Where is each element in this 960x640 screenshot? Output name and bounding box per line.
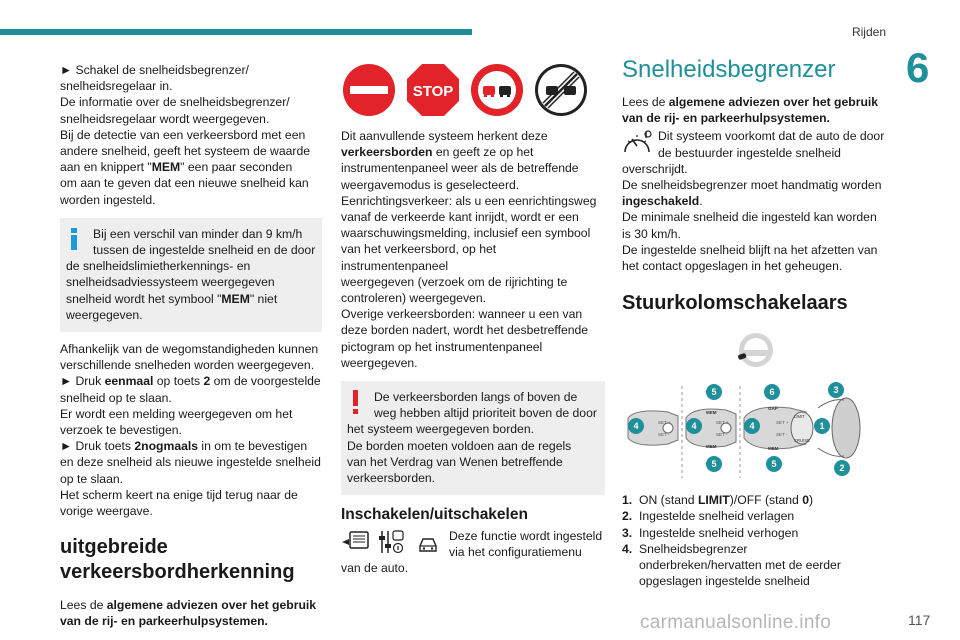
subsection-heading: Inschakelen/uitschakelen [341,506,528,524]
list-item: 3. Ingestelde snelheid verhogen [622,525,799,540]
svg-text:LIMIT: LIMIT [794,414,805,420]
warning-icon [352,390,360,416]
callout-legend [622,492,888,589]
paragraph: Dit aanvullende systeem herkent deze verkeersborden en geeft ze op het instrumentenpaneel weer als de betreffende weergavemodus is geselecteerd. Eenrichtingsverkeer: als u een eenrichtingsweg vanaf de verkeerde kant inrijdt, wordt er een waarschuwingsmelding, inclusief een symbool van het verkeersbord, op het instrumentenpaneel weergegeven (verzoek om de rijrichting te controleren) weergegeven. Overige verkeersborden: wanneer u een van deze borden nadert, wordt het desbetreffende pictogram op het instrumentenpaneel weergegeven. [341,129,597,370]
column-1 [60,62,322,630]
svg-text:4: 4 [691,421,697,432]
list-item: 2. Ingestelde snelheid verlagen [622,509,795,524]
speed-limiter-icon [622,130,654,160]
svg-text:3: 3 [833,385,839,396]
svg-text:MEM: MEM [706,444,717,450]
svg-text:5: 5 [711,459,717,470]
end-no-overtaking-sign-icon [533,62,589,118]
section-title: Snelheidsbegrenzer [622,56,836,83]
stop-sign-icon [405,62,461,118]
svg-text:CRUISE: CRUISE [794,438,810,444]
list-item: 1. ON (stand LIMIT)/OFF (stand 0) [622,493,814,508]
paragraph: Lees de algemene adviezen over het gebruik van de rij- en parkeerhulpsystemen. [60,598,317,629]
svg-text:GAP: GAP [768,406,778,412]
svg-text:4: 4 [749,421,755,432]
no-overtaking-sign-icon [469,62,525,118]
paragraph: Lees de algemene adviezen over het gebruik van de rij- en parkeerhulpsystemen. [622,95,879,126]
paragraph: Afhankelijk van de wegomstandigheden kunnen verschillende snelheden worden weergegeven. ► Druk eenmaal op toets 2 om de voorgestelde snelheid op te slaan. Er wordt een melding weergegeven om het verzoek te bevestigen. ► Druk toets 2nogmaals in om te bevestigen en deze snelheid als nieuwe ingestelde snelheid op te slaan. Het scherm keert na enige tijd terug naar de vorige weergave. [60,342,321,519]
svg-text:SET +: SET + [658,420,671,426]
stop-sign-text: STOP [412,83,454,100]
svg-text:MEM: MEM [768,446,779,452]
svg-text:5: 5 [711,387,717,398]
watermark: carmanualsonline.info [640,612,832,633]
svg-text:1: 1 [819,421,825,432]
svg-text:SET +: SET + [716,420,729,426]
header-bar [0,29,472,35]
chapter-number: 6 [906,44,930,91]
traffic-signs [341,62,605,118]
paragraph: overschrijdt. De snelheidsbegrenzer moet handmatig worden ingeschakeld. De minimale snelheid die ingesteld kan worden is 30 km/h. De ingestelde snelheid blijft na het afzetten van het contact opgeslagen in het geheugen. [622,161,882,274]
info-icon [70,228,79,250]
paragraph: ► Schakel de snelheidsbegrenzer/ snelheidsregelaar in. De informatie over de snelheidsbegrenzer/ snelheidsregelaar wordt weergegeven. Bij de detectie van een verkeersbord met een andere snelheid, geeft het systeem de waarde aan en knippert "MEM" een paar seconden om aan te geven dat een nieuwe snelheid kan worden ingesteld. [60,63,311,207]
cruise-stalk-illustration [622,378,884,482]
svg-text:SET -: SET - [658,432,670,438]
section-heading: uitgebreide verkeersbordherkenning [60,536,295,584]
svg-text:5: 5 [771,459,777,470]
info-box: Bij een verschil van minder dan 9 km/h tussen de ingestelde snelheid en de door de snelheidslimietherkennings- en snelheidsadviessysteem weergegeven snelheid wordt het symbool "MEM" niet weergegeven. [60,218,322,332]
config-text: van de auto. [341,561,409,576]
car-icon [417,535,439,555]
list-item: 4. Snelheidsbegrenzer onderbreken/hervatten met de eerder opgeslagen ingestelde snelheid [622,541,841,589]
section-heading: Stuurkolomschakelaars [622,292,848,315]
svg-text:SET -: SET - [716,432,728,438]
svg-text:2: 2 [839,463,845,474]
svg-text:4: 4 [633,421,639,432]
column-3 [622,56,888,589]
no-entry-sign-icon [341,62,397,118]
touchscreen-icon [341,529,371,555]
page-number: 117 [908,612,931,628]
steering-wheel-icon [734,330,778,370]
config-row: Deze functie wordt ingesteld via het configuratiemenu [341,529,605,560]
stalk-full-view [744,398,860,458]
settings-sliders-icon [377,529,405,555]
svg-text:SET +: SET + [776,420,789,426]
column-2 [341,62,605,577]
warning-box: De verkeersborden langs of boven de weg hebben altijd prioriteit boven de door het systeem weergegeven borden. De borden moeten voldoen aan de regels van het Verdrag van Wenen betreffende verkeersborden. [341,381,605,495]
paragraph: Dit systeem voorkomt dat de auto de door de bestuurder ingestelde snelheid [622,128,888,160]
section-label: Rijden [851,25,886,39]
svg-text:6: 6 [769,387,775,398]
svg-text:SET -: SET - [776,432,788,438]
svg-text:MEM: MEM [706,410,717,416]
